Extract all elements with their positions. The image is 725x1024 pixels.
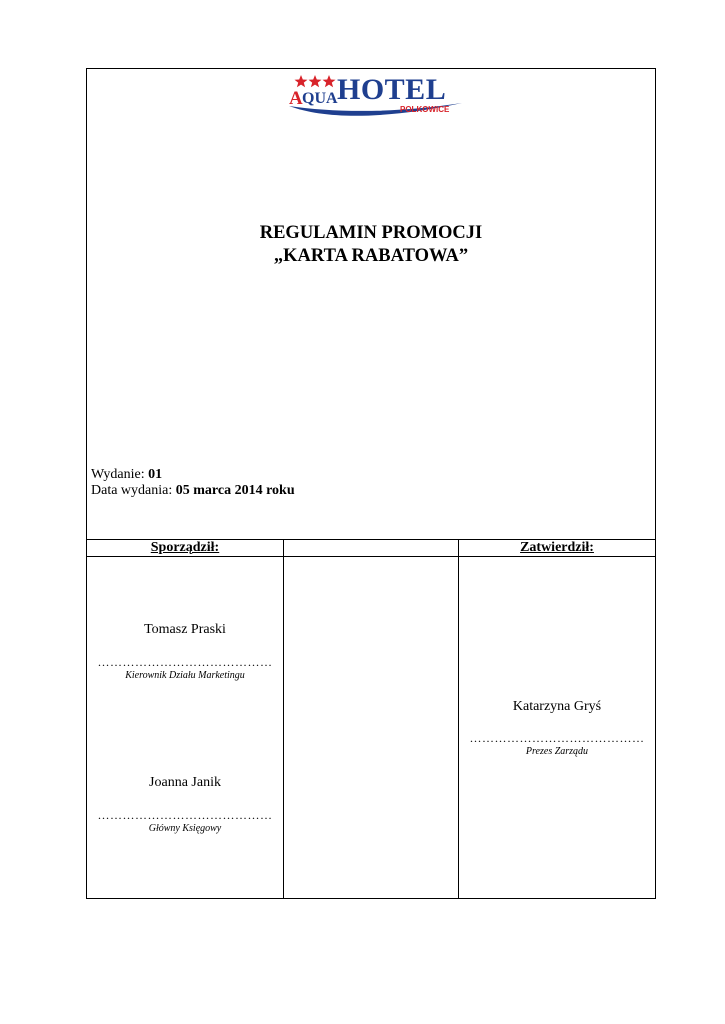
approved-header: Zatwierdził:	[520, 540, 594, 555]
date-label: Data wydania:	[91, 483, 173, 498]
prepared-role-2: Główny Księgowy	[148, 823, 222, 834]
prepared-signature-line-2: ……………………………………	[97, 808, 273, 822]
aquahotel-logo	[287, 73, 467, 123]
document-frame	[86, 68, 656, 899]
date-line	[91, 483, 295, 499]
edition-block	[91, 467, 295, 499]
approved-role: Prezes Zarządu	[525, 746, 589, 757]
edition-value: 01	[148, 467, 163, 482]
column-divider-1	[283, 540, 284, 899]
approved-signature-line: ……………………………………	[469, 731, 645, 745]
document-title	[87, 222, 655, 268]
edition-line	[91, 467, 295, 483]
prepared-signature-line-1: ……………………………………	[97, 655, 273, 669]
prepared-name-2: Joanna Janik	[149, 775, 221, 790]
logo-tagline: POLKOWICE	[400, 105, 450, 114]
logo-a-small: A	[289, 88, 303, 109]
column-divider-2	[458, 540, 459, 899]
prepared-header: Sporządził:	[150, 540, 220, 555]
logo-hotel-word: HOTEL	[337, 73, 447, 106]
title-line-1: REGULAMIN PROMOCJI	[259, 223, 483, 243]
signature-table	[87, 539, 655, 899]
edition-label: Wydanie:	[91, 467, 145, 482]
prepared-role-1: Kierownik Działu Marketingu	[125, 670, 245, 681]
logo-qua-small: QUA	[302, 90, 338, 107]
approved-name: Katarzyna Gryś	[512, 699, 602, 714]
prepared-name-1: Tomasz Praski	[144, 622, 226, 637]
title-line-2: „KARTA RABATOWA”	[273, 246, 469, 266]
three-stars-icon	[295, 75, 336, 87]
date-value: 05 marca 2014 roku	[175, 483, 295, 498]
